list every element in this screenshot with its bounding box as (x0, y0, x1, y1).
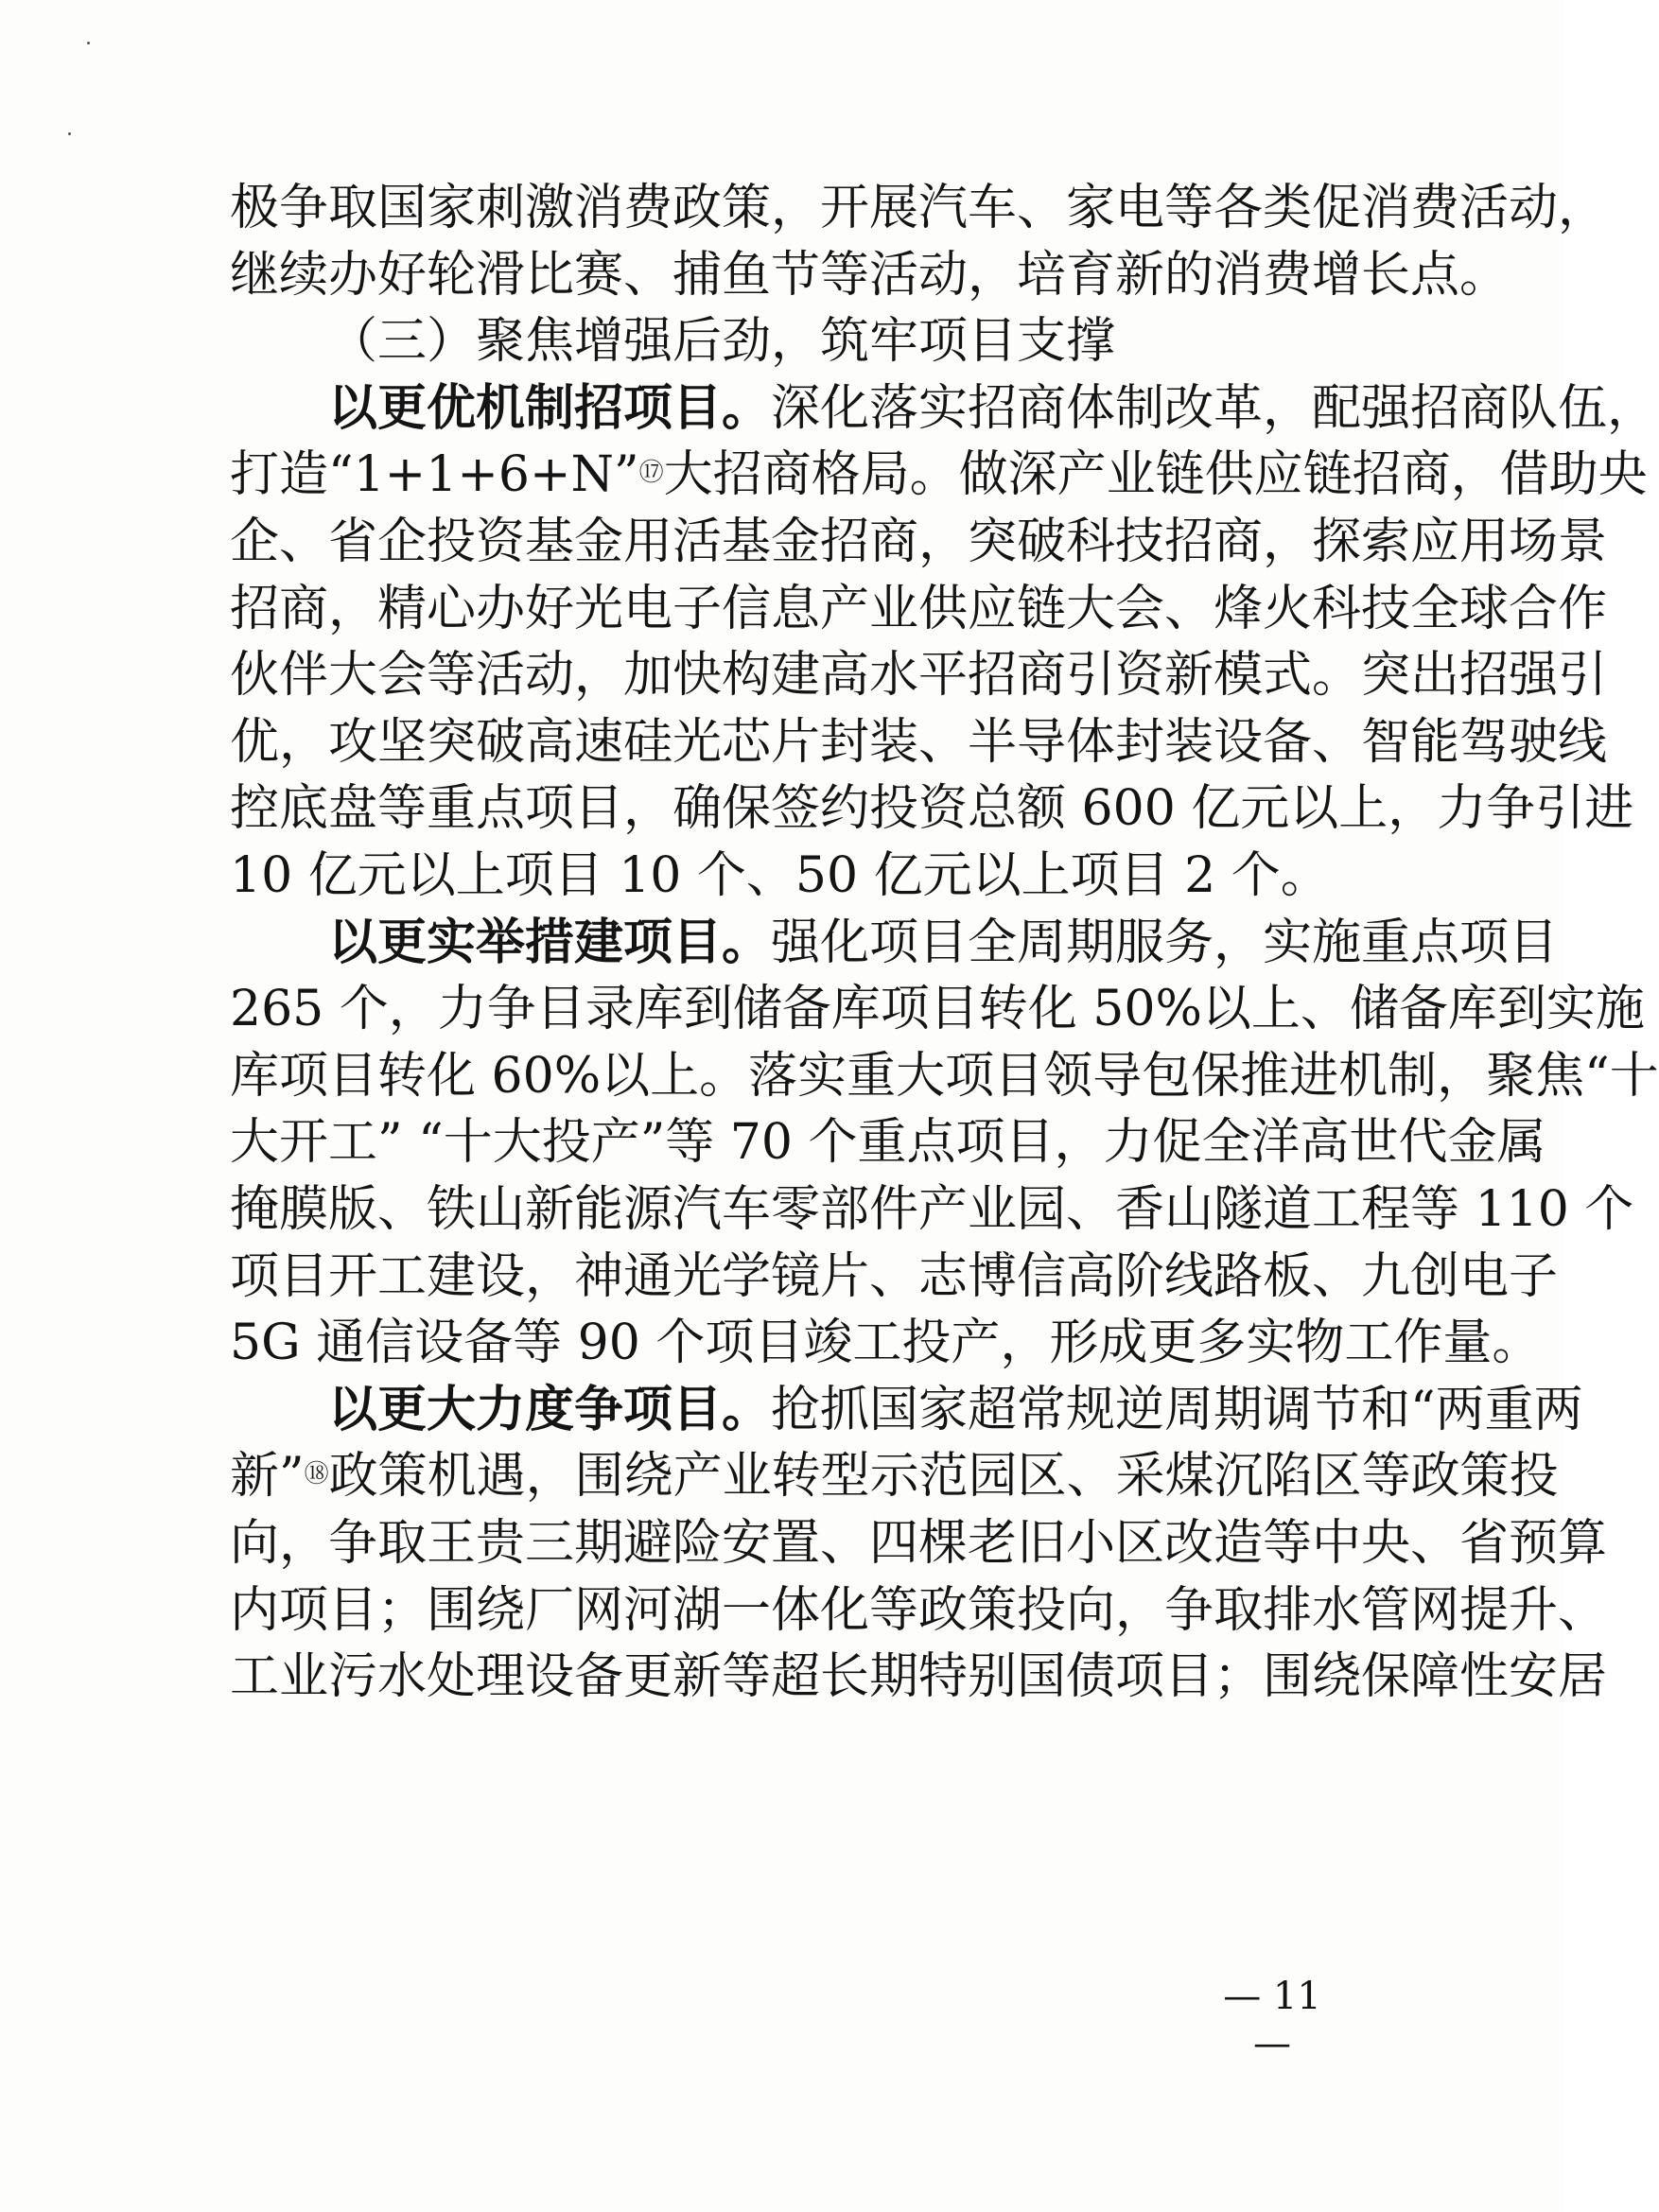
page-number: — 11 — (1223, 1975, 1321, 2065)
text-segment: 深化落实招商体制改革，配强招商队伍， (771, 380, 1657, 437)
text-line (230, 1179, 1634, 1240)
bold-lead: 以更大力度争项目。 (328, 1381, 772, 1438)
scan-speck (68, 132, 71, 135)
text-line (328, 378, 1657, 439)
text-line (230, 512, 1608, 572)
text-line (230, 444, 1648, 505)
text-segment: （三）聚焦增强后劲，筑牢项目支撑 (328, 313, 1116, 370)
text-line (230, 1646, 1608, 1707)
bold-lead: 以更优机制招项目。 (328, 379, 772, 437)
text-segment: 优，攻坚突破高速硅光芯片封装、半导体封装设备、智能驾驶线 (230, 714, 1608, 771)
text-segment: 内项目；围绕厂网河湖一体化等政策投向，争取排水管网提升、 (230, 1582, 1608, 1639)
text-line (230, 1446, 1559, 1507)
text-segment: 工业污水处理设备更新等超长期特别国债项目；围绕保障性安居 (230, 1648, 1608, 1705)
text-segment: 10 亿元以上项目 10 个、50 亿元以上项目 2 个。 (230, 847, 1330, 904)
scan-speck (87, 42, 90, 44)
section-heading (328, 311, 1341, 372)
text-segment: 打造“1+1+6+N” (230, 446, 639, 503)
text-segment: 大招商格局。做深产业链供应链招商，借助央 (663, 446, 1648, 503)
text-segment: 控底盘等重点项目，确保签约投资总额 600 亿元以上，力争引进 (230, 780, 1634, 837)
text-segment: 继续办好轮滑比赛、捕鱼节等活动，培育新的消费增长点。 (230, 247, 1510, 304)
text-line (328, 1380, 1583, 1440)
text-line (230, 1112, 1546, 1173)
text-segment: 政策机遇，围绕产业转型示范园区、采煤沉陷区等政策投 (328, 1448, 1559, 1505)
text-segment: 招商，精心办好光电子信息产业供应链大会、烽火科技全球合作 (230, 581, 1608, 637)
footnote-marker: ⑰ (638, 459, 664, 487)
text-segment: 5G 通信设备等 90 个项目竣工投产，形成更多实物工作量。 (230, 1315, 1542, 1371)
text-line (230, 778, 1634, 839)
text-line (230, 1580, 1608, 1641)
text-segment: 掩膜版、铁山新能源汽车零部件产业园、香山隧道工程等 110 个 (230, 1181, 1634, 1238)
text-segment: 项目开工建设，神通光学镜片、志博信高阶线路板、九创电子 (230, 1248, 1559, 1305)
text-segment: 企、省企投资基金用活基金招商，突破科技招商，探索应用场景 (230, 514, 1608, 570)
text-line (230, 645, 1608, 705)
text-line (230, 712, 1608, 773)
text-segment: 库项目转化 60%以上。落实重大项目领导包保推进机制，聚焦“十 (230, 1048, 1659, 1105)
text-line (230, 1046, 1659, 1106)
footnote-marker: ⑱ (304, 1460, 329, 1489)
text-line (230, 845, 1341, 906)
text-line (230, 245, 1510, 305)
text-line (230, 1313, 1542, 1373)
text-line (328, 913, 1559, 973)
text-line (230, 579, 1608, 639)
text-segment: 新” (230, 1448, 305, 1505)
text-segment: 强化项目全周期服务，实施重点项目 (771, 914, 1559, 971)
text-line (230, 1246, 1559, 1307)
text-segment: 265 个，力争目录库到储备库项目转化 50%以上、储备库到实施 (230, 981, 1645, 1037)
text-segment: 极争取国家刺激消费政策，开展汽车、家电等各类促消费活动， (230, 180, 1608, 236)
text-line (230, 1513, 1608, 1574)
text-line (230, 979, 1645, 1039)
bold-lead: 以更实举措建项目。 (328, 914, 772, 971)
text-line (230, 178, 1608, 238)
text-segment: 抢抓国家超常规逆周期调节和“两重两 (771, 1382, 1583, 1438)
text-segment: 大开工” “十大投产”等 70 个重点项目，力促全洋高世代金属 (230, 1114, 1546, 1171)
text-segment: 伙伴大会等活动，加快构建高水平招商引资新模式。突出招强引 (230, 647, 1608, 704)
text-segment: 向，争取王贵三期避险安置、四棵老旧小区改造等中央、省预算 (230, 1515, 1608, 1572)
